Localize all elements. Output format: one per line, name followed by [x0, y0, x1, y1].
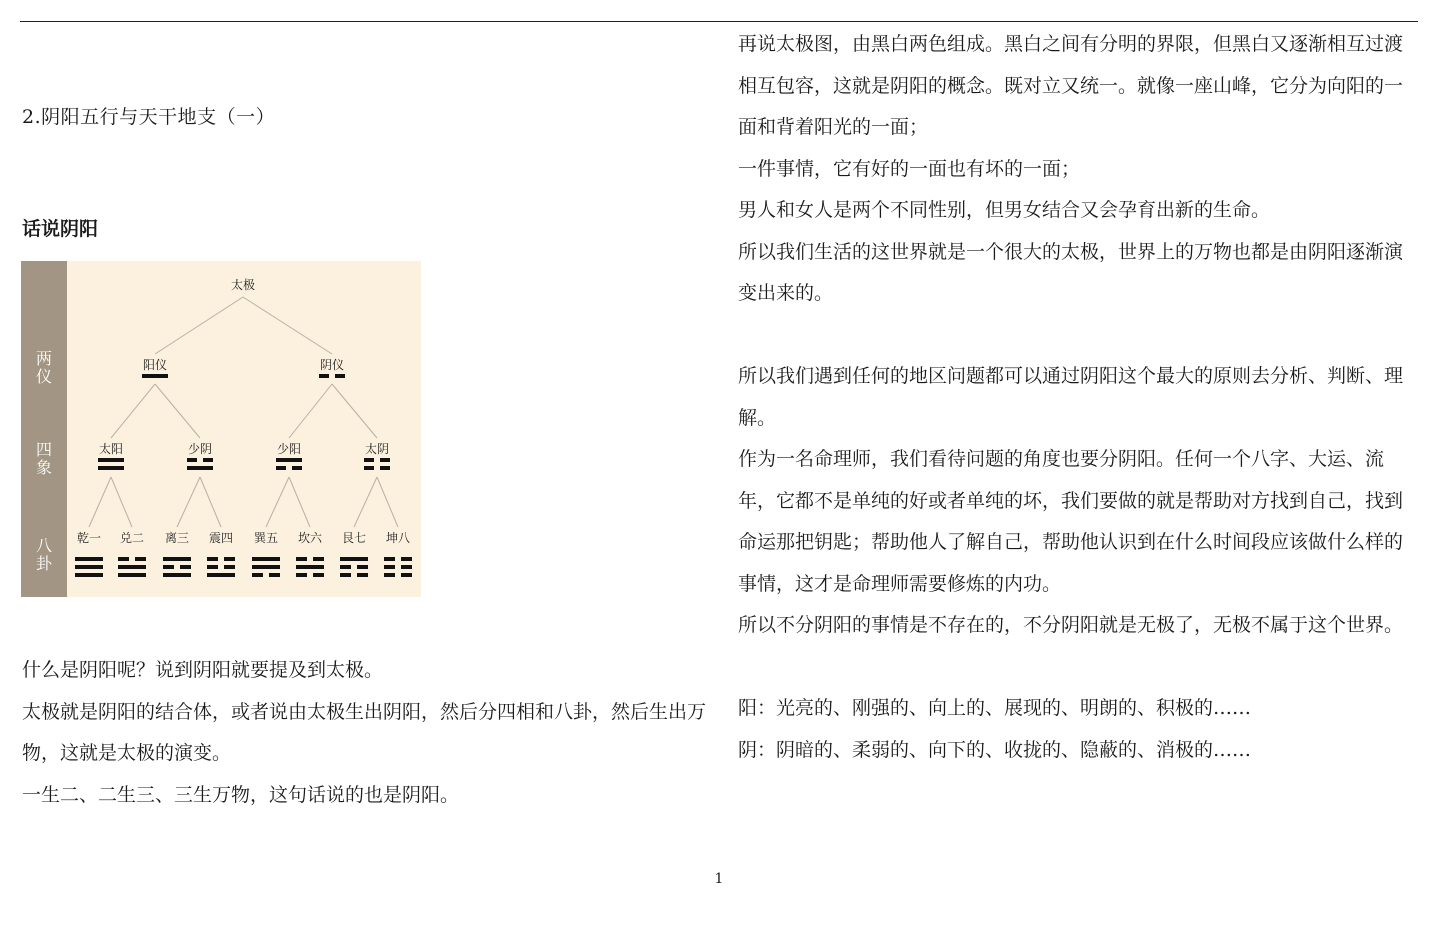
yang-line — [163, 557, 191, 561]
yang-line — [98, 466, 124, 470]
trigram-label: 震四 — [208, 531, 233, 545]
yin-line-segment — [203, 458, 213, 462]
trigram-label: 坤八 — [385, 531, 410, 545]
four-images-label: 少阳 — [276, 442, 301, 456]
tree-branch-line — [289, 384, 332, 438]
trigram-label: 离三 — [164, 531, 189, 545]
trigram-label: 乾一 — [76, 531, 101, 545]
right-paragraph — [738, 315, 1418, 357]
page-number: 1 — [714, 871, 724, 887]
yin-line-segment — [296, 557, 307, 561]
yang-line — [98, 458, 124, 462]
left-paragraph: 太极就是阴阳的结合体，或者说由太极生出阴阳，然后分四相和八卦，然后生出万物，这就是太极的演变。 — [22, 700, 707, 764]
trigram-label: 兑二 — [119, 531, 144, 545]
yang-line — [118, 573, 146, 577]
yang-line — [75, 557, 103, 561]
yin-line-segment — [252, 573, 263, 577]
tree-branch-line — [155, 297, 243, 354]
four-images-symbol — [364, 458, 390, 470]
tree-branch-line — [289, 477, 310, 527]
side-label-two-forms: 两 仪 — [35, 349, 52, 386]
yin-line-segment — [340, 573, 351, 577]
tree-branch-line — [354, 477, 377, 527]
four-images-label: 太阳 — [98, 442, 123, 456]
yang-line — [252, 557, 280, 561]
diagram-tree-svg — [21, 261, 421, 597]
yin-line-segment — [224, 557, 235, 561]
yin-line-segment — [380, 466, 390, 470]
two-forms-symbol — [319, 374, 345, 378]
yin-line-segment — [118, 557, 129, 561]
side-label-eight-trigrams: 八 卦 — [35, 536, 52, 573]
yin-line-segment — [207, 557, 218, 561]
right-paragraph: 所以我们生活的这世界就是一个很大的太极，世界上的万物也都是由阴阳逐渐演变出来的。 — [738, 240, 1404, 304]
tree-branch-line — [377, 477, 398, 527]
yin-line-segment — [401, 557, 412, 561]
yin-line-segment — [313, 557, 324, 561]
yin-line-segment — [384, 573, 395, 577]
yin-line-segment — [224, 565, 235, 569]
trigram-label: 巽五 — [253, 531, 278, 545]
right-paragraph: 所以我们遇到任何的地区问题都可以通过阴阳这个最大的原则去分析、判断、理解。 — [738, 365, 1404, 429]
tree-branch-line — [266, 477, 289, 527]
yang-line — [118, 565, 146, 569]
taiji-root-label: 太极 — [230, 278, 255, 292]
yin-line-segment — [384, 557, 395, 561]
yin-line-segment — [269, 573, 280, 577]
yin-line-segment — [357, 565, 368, 569]
yin-line-segment — [384, 565, 395, 569]
yin-line-segment — [313, 573, 324, 577]
right-column-text — [738, 24, 1418, 771]
yang-line — [296, 565, 324, 569]
tree-branch-line — [89, 477, 111, 527]
trigram-symbol — [207, 557, 235, 577]
two-forms-label: 阳仪 — [142, 358, 167, 372]
left-paragraph: 一生二、二生三、三生万物，这句话说的也是阴阳。 — [22, 783, 460, 806]
right-paragraph: 阴：阴暗的、柔弱的、向下的、收拢的、隐蔽的、消极的…… — [738, 738, 1252, 761]
tree-branch-line — [111, 384, 155, 438]
four-images-symbol — [187, 458, 213, 470]
section-title: 2.阴阳五行与天干地支（一） — [22, 106, 276, 128]
four-images-label: 少阴 — [187, 442, 212, 456]
trigram-symbol — [296, 557, 324, 577]
yin-line-segment — [340, 565, 351, 569]
trigram-symbol — [163, 557, 191, 577]
yin-line-segment — [319, 374, 329, 378]
tree-branch-line — [177, 477, 200, 527]
trigram-label: 坎六 — [297, 531, 322, 545]
yang-line — [142, 374, 168, 378]
yin-line-segment — [163, 565, 174, 569]
yin-line-segment — [207, 565, 218, 569]
right-paragraph: 一件事情，它有好的一面也有坏的一面； — [738, 157, 1081, 180]
right-paragraph: 所以不分阴阳的事情是不存在的，不分阴阳就是无极了，无极不属于这个世界。 — [738, 614, 1404, 636]
tree-branch-line — [155, 384, 200, 438]
yin-line-segment — [401, 565, 412, 569]
tree-branch-line — [111, 477, 132, 527]
taiji-bagua-diagram — [21, 261, 421, 597]
yin-line-segment — [380, 458, 390, 462]
tree-branch-line — [200, 477, 221, 527]
trigram-symbol — [252, 557, 280, 577]
yin-line-segment — [364, 466, 374, 470]
yang-line — [276, 458, 302, 462]
yin-line-segment — [296, 573, 307, 577]
right-paragraph — [738, 647, 1418, 689]
yang-line — [163, 573, 191, 577]
right-paragraph: 男人和女人是两个不同性别，但男女结合又会孕育出新的生命。 — [738, 199, 1271, 221]
four-images-symbol — [276, 458, 302, 470]
side-label-four-images: 四 象 — [35, 440, 52, 477]
yang-line — [252, 565, 280, 569]
right-paragraph: 阳：光亮的、刚强的、向上的、展现的、明朗的、积极的…… — [738, 697, 1252, 719]
yin-line-segment — [276, 466, 286, 470]
right-paragraph: 作为一名命理师，我们看待问题的角度也要分阴阳。任何一个八字、大运、流年，它都不是单纯的好或者单纯的坏，我们要做的就是帮助对方找到自己，找到命运那把钥匙；帮助他人了解自己，帮助他认识到在什么时间段应该做什么样的事情，这才是命理师需要修炼的内功。 — [738, 448, 1404, 595]
trigram-symbol — [118, 557, 146, 577]
tree-branch-line — [332, 384, 377, 438]
two-forms-label: 阴仪 — [319, 358, 344, 372]
yang-line — [207, 573, 235, 577]
trigram-symbol — [384, 557, 412, 577]
left-column-text — [22, 650, 712, 816]
yin-line-segment — [292, 466, 302, 470]
tree-branch-line — [243, 297, 332, 354]
yin-line-segment — [180, 565, 191, 569]
yin-line-segment — [401, 573, 412, 577]
trigram-symbol — [75, 557, 103, 577]
trigram-symbol — [340, 557, 368, 577]
trigram-label: 艮七 — [341, 531, 366, 545]
yin-line-segment — [135, 557, 146, 561]
four-images-symbol — [98, 458, 124, 470]
header-rule — [20, 21, 1418, 22]
yin-line-segment — [335, 374, 345, 378]
yin-line-segment — [364, 458, 374, 462]
yang-line — [75, 573, 103, 577]
yang-line — [187, 466, 213, 470]
sub-heading: 话说阴阳 — [22, 218, 99, 240]
yin-line-segment — [357, 573, 368, 577]
four-images-label: 太阴 — [364, 442, 389, 456]
right-paragraph: 再说太极图，由黑白两色组成。黑白之间有分明的界限，但黑白又逐渐相互过渡相互包容，这就是阴阳的概念。既对立又统一。就像一座山峰，它分为向阳的一面和背着阳光的一面； — [738, 33, 1404, 138]
yang-line — [340, 557, 368, 561]
left-paragraph: 什么是阴阳呢？说到阴阳就要提及到太极。 — [22, 659, 384, 681]
yin-line-segment — [187, 458, 197, 462]
two-forms-symbol — [142, 374, 168, 378]
yang-line — [75, 565, 103, 569]
